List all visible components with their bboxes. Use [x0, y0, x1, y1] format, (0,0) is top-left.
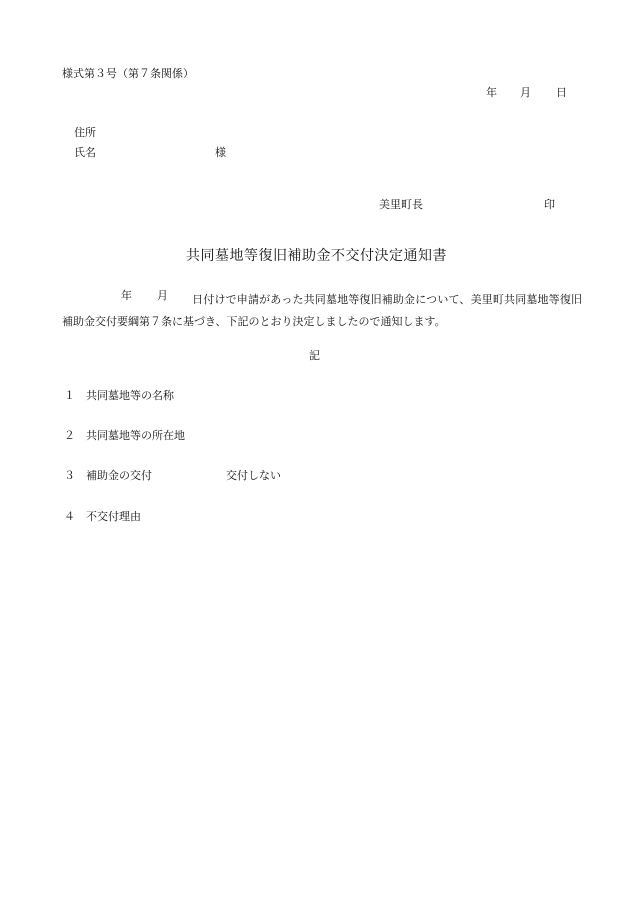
document-title: 共同墓地等復旧補助金不交付決定通知書	[186, 248, 447, 264]
date-year-label: 年	[486, 86, 497, 99]
item-number: ４	[64, 510, 75, 523]
seal-mark: 印	[544, 198, 555, 211]
item-number: １	[64, 389, 75, 402]
item-number: ２	[64, 429, 75, 442]
body-text: 日付けで申請があった共同墓地等復旧補助金について、美里町共同墓地等復旧補助金交付要綱第７条に基づき、下記のとおり決定しましたので通知します。	[62, 293, 582, 328]
item-label: 不交付理由	[86, 510, 141, 523]
ki-label: 記	[309, 349, 320, 362]
date-month-label: 月	[520, 86, 531, 99]
date-day-label: 日	[556, 86, 567, 99]
list-item	[64, 510, 141, 524]
body-year-label: 年	[121, 289, 132, 302]
list-item	[64, 389, 174, 403]
honorific: 様	[215, 146, 226, 159]
list-item	[64, 469, 281, 483]
item-label: 補助金の交付	[86, 469, 152, 482]
name-label: 氏名	[74, 146, 96, 159]
item-label: 共同墓地等の名称	[86, 389, 174, 402]
address-label: 住所	[74, 126, 96, 139]
item-number: ３	[64, 469, 75, 482]
body-month-label: 月	[157, 289, 168, 302]
form-number: 様式第３号（第７条関係）	[62, 67, 194, 80]
list-item	[64, 429, 185, 443]
issuer-title: 美里町長	[379, 198, 423, 211]
item-label: 共同墓地等の所在地	[86, 429, 185, 442]
body-text-container	[62, 289, 582, 333]
item-value: 交付しない	[226, 469, 281, 482]
